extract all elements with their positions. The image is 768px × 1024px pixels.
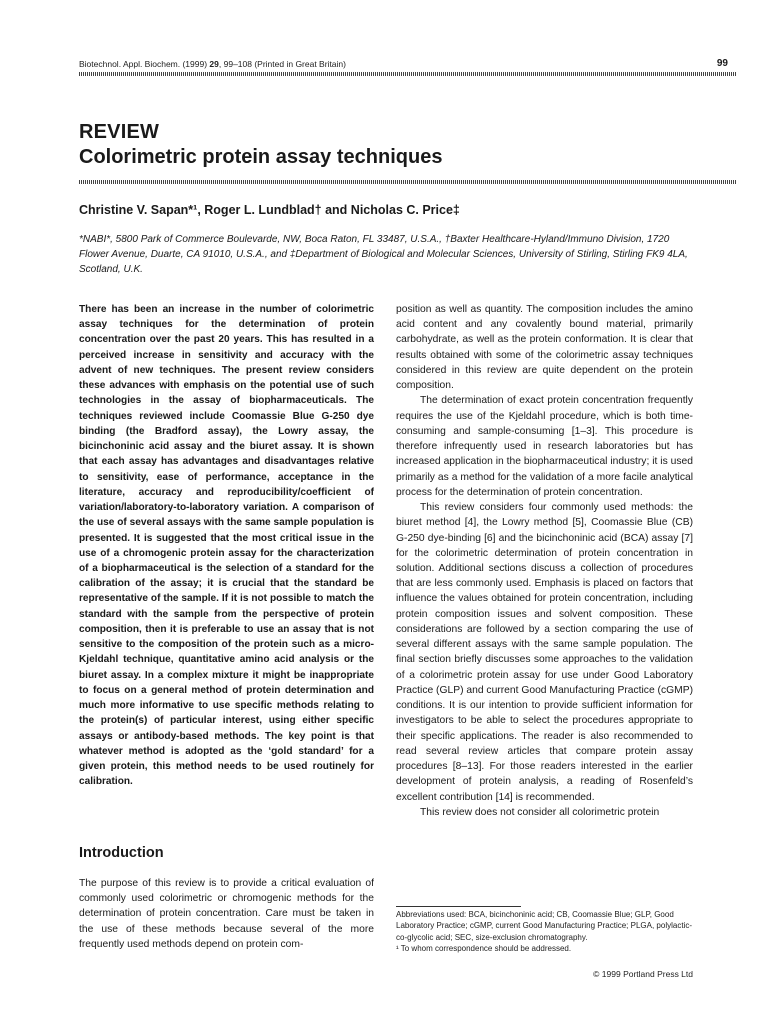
title-rule — [79, 180, 736, 184]
footnotes — [396, 909, 693, 954]
section-heading-introduction: Introduction — [79, 845, 164, 861]
paragraph: The determination of exact protein concentration frequently requires the use of the Kjeldahl procedure, which is both time-consuming and sample-consuming [1–3]. This procedure is therefore infrequently used in research laboratories but has increased application in the biopharmaceutical industry; it is used primarily as a method for the validation of a more facile analytical process for the determination of protein concentration. — [396, 395, 693, 498]
correspondence-footnote: ¹ To whom correspondence should be addressed. — [396, 943, 572, 953]
author-list: Christine V. Sapan*¹, Roger L. Lundblad† and Nicholas C. Price‡ — [79, 203, 460, 217]
paragraph: This review does not consider all colorimetric protein — [420, 806, 660, 818]
page-range: , 99–108 (Printed in Great Britain) — [218, 59, 346, 69]
paragraph: This review considers four commonly used methods: the biuret method [4], the Lowry method [5], Coomassie Blue (CB) G-250 dye-binding [6] and the bicinchoninic acid (BCA) assay [7] for the colorimetric determination of protein concentration in solution. Additional sections discuss a collection of procedures that are less commonly used. Emphasis is placed on factors that influence the values obtained for protein concentration, including protein composition issues and solvent composition. These considerations are followed by a section comparing the use of several different assays with the same sample population. The final section briefly discusses some approaches to the validation of a colorimetric protein assay for use under Good Laboratory Practice (GLP) and current Good Manufacturing Practice (cGMP) conditions. It is our intention to provide sufficient information for investigators to be able to select the procedures appropriate to their specific applications. The reader is also recommended to read several review articles that compare protein assay procedures [8–13]. For those readers interested in the earlier development of protein analysis, a reading of Rosenfeld’s excellent contribution [14] is recommended. — [396, 502, 694, 803]
introduction-text — [79, 876, 374, 952]
abbreviations-footnote: Abbreviations used: BCA, bicinchoninic acid; CB, Coomassie Blue; GLP, Good Laboratory Practice; cGMP, current Good Manufacturing Practice; PLGA, polylactic-co-glycolic acid; SEC, size-exclusion chromatography. — [396, 910, 692, 942]
author-affiliations: *NABI*, 5800 Park of Commerce Boulevarde, NW, Boca Raton, FL 33487, U.S.A., †Baxter Healthcare-Hyland/Immuno Division, 1720 Flower Avenue, Duarte, CA 91010, U.S.A., and ‡Department of Biological and Molecular Sciences, University of Stirling, Stirling FK9 4LA, Scotland, U.K. — [79, 234, 688, 276]
page-number: 99 — [716, 58, 728, 69]
footnote-rule — [396, 906, 521, 907]
article-title: Colorimetric protein assay techniques — [79, 146, 443, 168]
volume-number: 29 — [209, 59, 219, 69]
journal-citation: Biotechnol. Appl. Biochem. (1999) — [79, 59, 210, 69]
abstract-text: There has been an increase in the number of colorimetric assay techniques for the determination of protein concentration over the past 20 years. This has resulted in a perceived increase in sensitivity and accuracy with the advent of new techniques. The present review considers these advances with emphasis on the potential use of such technologies in the assay of biopharmaceuticals. The techniques reviewed include Coomassie Blue G-250 dye binding (the Bradford assay), the Lowry assay, the bicinchoninic acid assay and the biuret assay. It is shown that each assay has advantages and disadvantages relative to sensitivity, ease of performance, acceptance in the literature, accuracy and reproducibility/coefficient of variation/laboratory-to-laboratory variation. A comparison of the use of several assays with the same sample population is presented. It is suggested that the most critical issue in the use of a chromogenic protein assay for the characterization of a biopharmaceutical is the selection of a standard for the calibration of the assay; it is crucial that the standard be representative of the sample. If it is not possible to match the standard with the sample from the perspective of protein composition, then it is preferable to use an assay that is not sensitive to the composition of the protein such as a micro-Kjeldahl technique, quantitative amino acid analysis or the biuret assay. In a complex mixture it might be inappropriate to focus on a general method of protein determination and much more informative to use specific methods relating to the protein(s) of particular interest, using either specific assays or antibody-based methods. The key point is that whatever method is adopted as the ‘gold standard’ for a given protein, this method needs to be used routinely for calibration. — [79, 304, 374, 788]
right-column — [396, 302, 693, 820]
copyright-notice: © 1999 Portland Press Ltd — [593, 969, 693, 979]
header-rule — [79, 72, 736, 76]
abstract — [79, 302, 374, 790]
article-type-label: REVIEW — [79, 121, 160, 143]
introduction-paragraph: The purpose of this review is to provide a critical evaluation of commonly used colorimetric or chromogenic methods for the determination of protein concentration. Care must be taken in the use of these methods because several of the more frequently used methods depend on protein com- — [79, 878, 374, 950]
paragraph: position as well as quantity. The composition includes the amino acid content and any covalently bound material, primarily carbohydrate, as well as the protein conformation. It is clear that results obtained with some of the colorimetric assay techniques considered in this review are quite dependent on the protein composition. — [396, 304, 693, 392]
running-head — [79, 59, 346, 69]
